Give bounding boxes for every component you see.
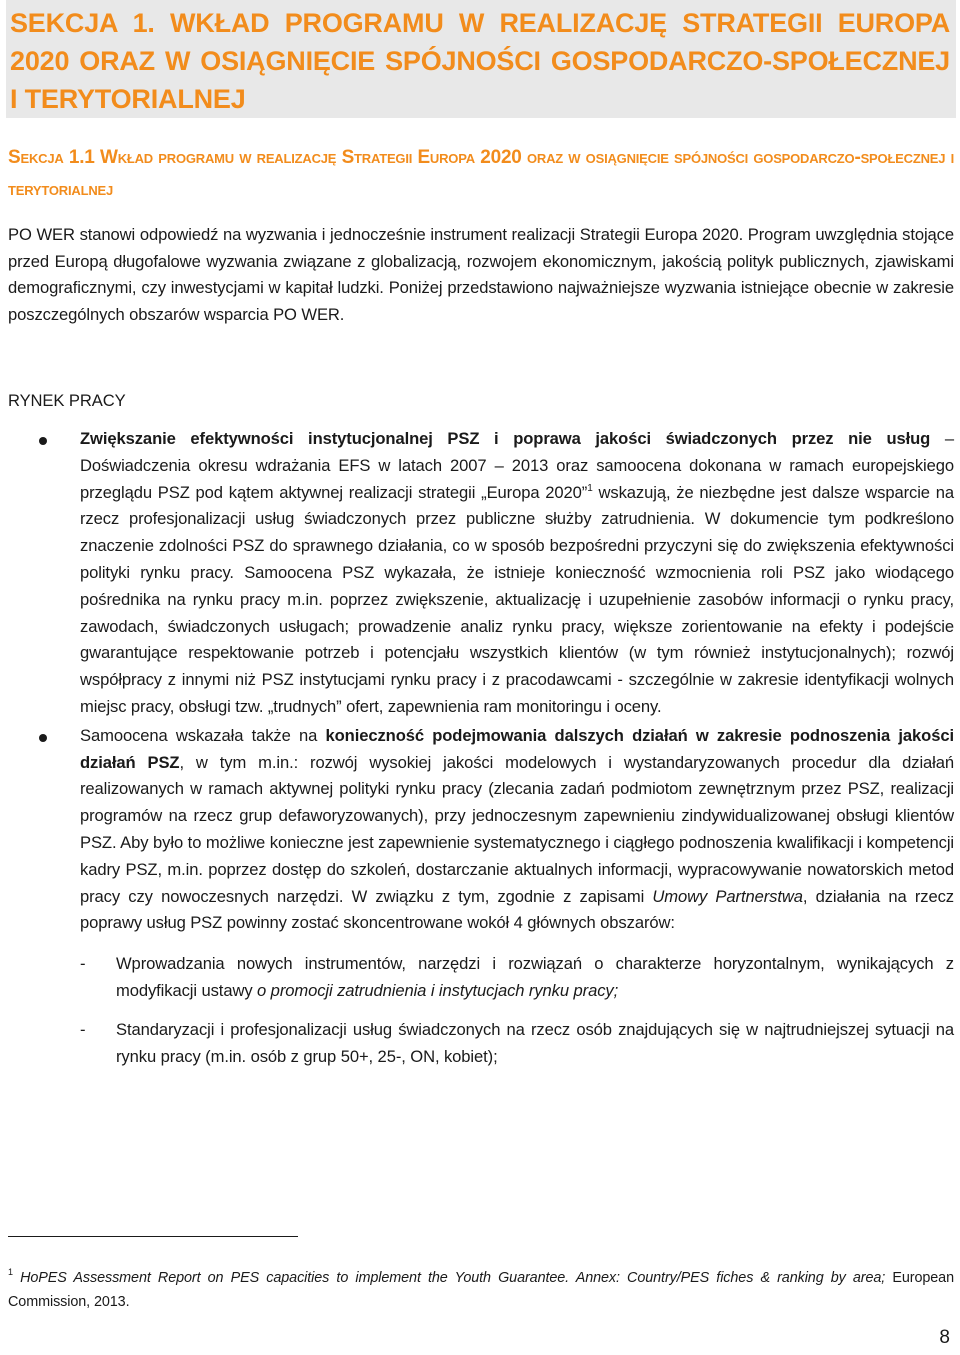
bullet-paragraph	[80, 723, 954, 937]
dash-list	[80, 951, 954, 1070]
dash-marker: -	[80, 954, 86, 974]
section-title: SEKCJA 1. WKŁAD PROGRAMU W REALIZACJĘ STRATEGII EUROPA 2020 ORAZ W OSIĄGNIĘCIE SPÓJNOŚCI GOSPODARCZO-SPOŁECZNEJ I TERYTORIALNEJ	[10, 8, 950, 114]
subsection-heading: Sekcja 1.1 Wkład programu w realizację Strategii Europa 2020 oraz w osiągnięcie spójności gospodarczo-społecznej i terytorialnej	[8, 147, 954, 200]
dash-text: Wprowadzania nowych instrumentów, narzędzi i rozwiązań o charakterze horyzontalnym, wynikających z modyfikacji ustawy	[116, 954, 954, 1000]
footnote	[8, 1266, 954, 1314]
bullet-text: , działania na rzecz poprawy usług PSZ powinny zostać skoncentrowane wokół 4 głównych obszarów:	[80, 886, 955, 933]
bullet-list	[8, 426, 954, 1070]
dash-paragraph	[116, 951, 954, 1005]
footnote-source: European Commission, 2013.	[8, 1270, 954, 1310]
dash-paragraph	[116, 1017, 954, 1071]
bullet-item-efektywnosc	[8, 426, 954, 721]
footnote-reference[interactable]: 1	[587, 482, 593, 494]
footnote-number: 1	[8, 1267, 13, 1277]
bullet-text: – Doświadczenia okresu wdrażania EFS w latach 2007 – 2013 oraz samoocena dokonana w ramach europejskiego przeglądu PSZ pod kątem aktywnej realizacji strategii „Europa 2020”	[80, 429, 954, 502]
bullet-text: , w tym m.in.: rozwój wysokiej jakości modelowych i wystandaryzowanych procedur dla działań realizowanych w ramach aktywnej polityki rynku pracy (zlecania zadań podmiotom zewnętrznym przez PSZ, realizacji programów na rzecz grup defaworyzowanych), przy jednoczesnym zapewnieniu zindywidualizowanej obsługi klientów PSZ. Aby było to możliwe konieczne jest zapewnienie systematycznego i ciągłego podnoszenia kwalifikacji i kompetencji kadry PSZ, m.in. poprzez dostęp do szkoleń, dostarczanie aktualnych informacji, wypracowywanie nowatorskich metod pracy czy nowoczesnych narzędzi. W związku z tym, zgodnie z zapisami	[80, 752, 955, 906]
dash-item	[80, 1017, 954, 1071]
dash-item	[80, 951, 954, 1005]
bullet-text: Samoocena wskazała także na	[80, 725, 326, 745]
footnote-separator	[8, 1236, 298, 1237]
bullet-bold-phrase: konieczność podejmowania dalszych działań w zakresie podnoszenia jakości działań PSZ	[80, 725, 954, 772]
bullet-dot	[39, 437, 47, 445]
bullet-dot	[39, 734, 47, 742]
bullet-paragraph	[80, 426, 954, 721]
page-number: 8	[939, 1327, 950, 1348]
rynek-pracy-heading: RYNEK PRACY	[8, 391, 126, 410]
section-banner	[6, 0, 956, 118]
bullet-text: wskazują, że niezbędne jest dalsze wsparcie na rzecz profesjonalizacji usług świadczonych przez publiczne służby zatrudnienia. W dokumencie tym podkreślono znaczenie zdolności PSZ do sprawnego działania, co w sposób bezpośredni przyczyni się do zwiększenia efektywności polityki rynku pracy. Samoocena PSZ wykazała, że istnieje konieczność wzmocnienia roli PSZ jako wiodącego pośrednika na rynku pracy m.in. poprzez zwiększenie, aktualizację i uzupełnienie zasobów informacji o rynku pracy, zawodach, świadczonych usługach; prowadzenie analiz rynku pracy, większe zorientowanie na efekty i podejście gwarantujące respektowanie potrzeb i potencjału wszystkich klientów (w tym również instytucjonalnych); rozwój współpracy z innymi niż PSZ instytucjami rynku pracy i z pracodawcami - szczególnie w zakresie identyfikacji wolnych miejsc pracy, obsługi tzw. „trudnych” ofert, zapewnienia ram monitoringu i oceny.	[80, 482, 954, 716]
bullet-bold-heading: Zwiększanie efektywności instytucjonalnej PSZ i poprawa jakości świadczonych przez nie usług	[80, 429, 931, 448]
intro-paragraph: PO WER stanowi odpowiedź na wyzwania i jednocześnie instrument realizacji Strategii Europa 2020. Program uwzględnia stojące przed Europą długofalowe wyzwania związane z globalizacją, rozwojem ekonomicznym, jakością polityk publicznych, zjawiskami demograficznymi, czy inwestycjami w kapitał ludzki. Poniżej przedstawiono najważniejsze wyzwania istniejące obecnie w zakresie poszczególnych obszarów wsparcia PO WER.	[8, 225, 954, 324]
italic-phrase: Umowy Partnerstwa	[652, 886, 803, 906]
bullet-item-samoocena	[8, 723, 954, 1071]
italic-phrase: o promocji zatrudnienia i instytucjach rynku pracy;	[257, 980, 619, 1000]
footnote-text: HoPES Assessment Report on PES capacities to implement the Youth Guarantee. Annex: Country/PES fiches & ranking by area;	[20, 1270, 886, 1286]
dash-marker: -	[80, 1019, 86, 1039]
dash-text: Standaryzacji i profesjonalizacji usług świadczonych na rzecz osób znajdujących się w najtrudniejszej sytuacji na rynku pracy (m.in. osób z grup 50+, 25-, ON, kobiet);	[116, 1019, 954, 1066]
